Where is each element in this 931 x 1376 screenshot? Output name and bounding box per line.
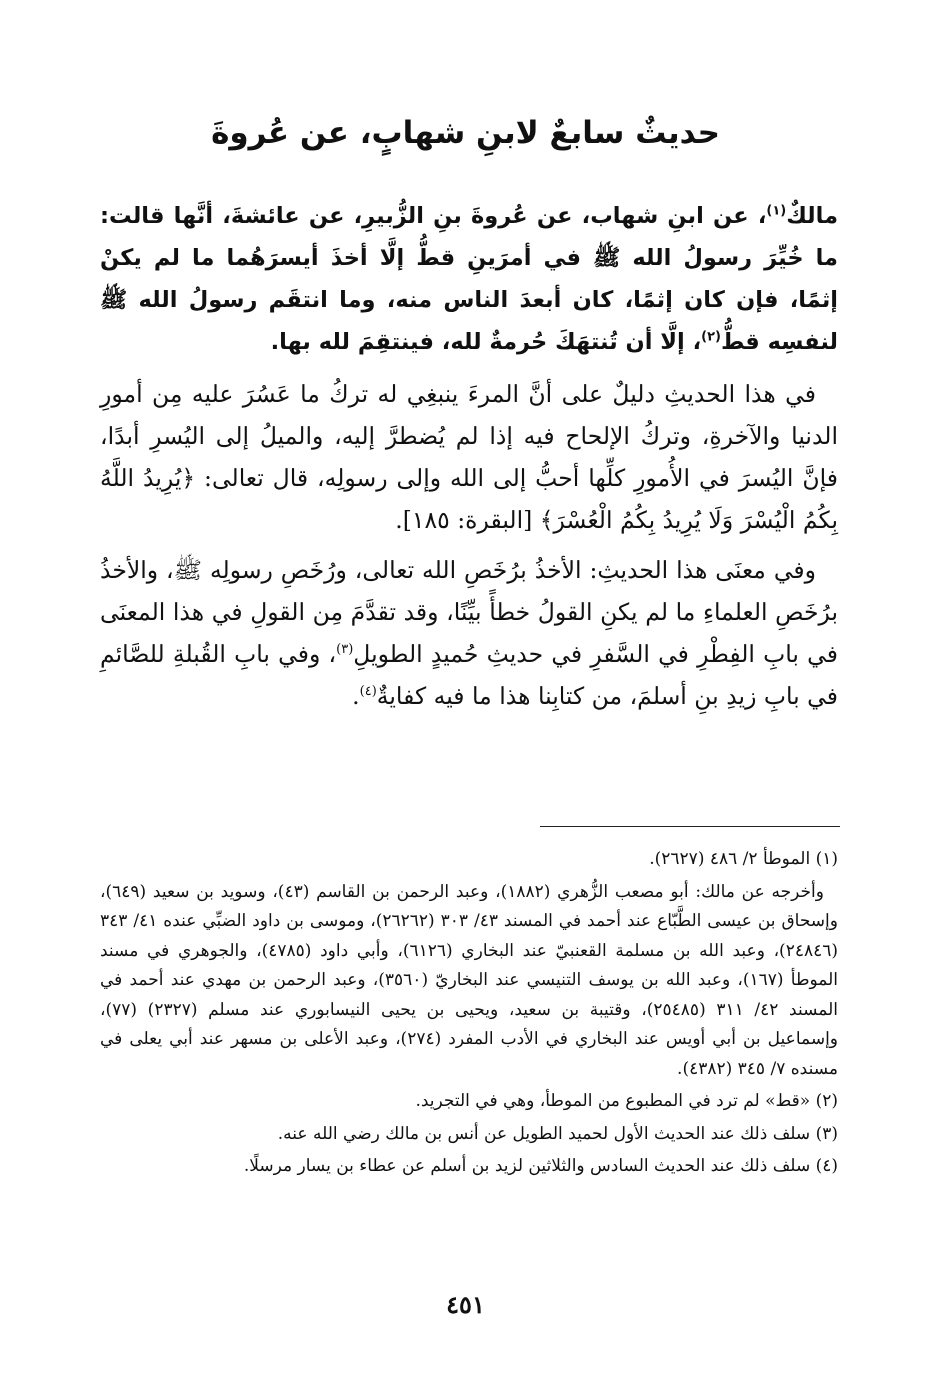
paragraph-2-mid: ، وفي بابِ القُبلةِ للصَّائمِ في بابِ زيدِ بنِ أسلمَ، من كتابِنا هذا ما فيه كفايةٌ (100, 640, 838, 710)
hadith-text-after: ، إلَّا أن تُنتهَكَ حُرمةٌ لله، فينتقِمَ لله بها. (270, 329, 702, 355)
footnote-1-detail: وأخرجه عن مالك: أبو مصعب الزُّهري (١٨٨٢)، وعبد الرحمن بن القاسم (٤٣)، وسويد بن سعيد (٦٤٩)، وإسحاق بن عيسى الطَّبّاع عند أحمد في المسند ٤٣/ ٣٠٣ (٢٦٢٦٢)، وموسى بن داود الضبِّي عنده ٤١/ ٣٤٣ (٢٤٨٤٦)، وعبد الله بن مسلمة القعنبيّ عند البخاري (٦١٢٦)، وأبي داود (٤٧٨٥)، والجوهري في مسند الموطأ (١٦٧)، وعبد الله بن يوسف التنيسي عند البخاريّ (٣٥٦٠)، وعبد الرحمن بن مهدي عند أحمد في المسند ٤٢/ ٣١١ (٢٥٤٨٥)، وقتيبة بن سعيد، ويحيى بن يحيى النيسابوري عند مسلم (٢٣٢٧) (٧٧)، وإسماعيل بن أبي أويس عند البخاري في الأدب المفرد (٢٧٤)، وعبد الأعلى بن مسهر عند أبي يعلى في مسنده ٧/ ٣٤٥ (٤٣٨٢). (100, 881, 839, 1079)
hadith-text (100, 195, 838, 363)
main-text (100, 195, 838, 725)
paragraph-2-before: وفي معنَى هذا الحديثِ: الأخذُ برُخَصِ الله تعالى، ورُخَصِ رسولِه ﷺ، والأخذُ برُخَصِ العلماءِ ما لم يكنِ القولُ خطأً بيِّنًا، وقد تقدَّمَ مِن القولِ في هذا المعنَى في بابِ الفِطْرِ في السَّفرِ في حديثِ حُميدٍ الطويلِ (100, 556, 838, 668)
hadith-text-mid: ، عن ابنِ شهاب، عن عُروةَ بنِ الزُّبيرِ، عن عائشةَ، أنَّها قالت: ما خُيِّرَ رسولُ الله ﷺ في أمرَينِ قطُّ إلَّا أخذَ أيسرَهُما ما لم يكنْ إثمًا، فإن كان إثمًا، كان أبعدَ الناس منه، وما انتقَم رسولُ الله ﷺ لنفسِه قطُّ (100, 203, 838, 355)
page-number: ٤٥١ (446, 1290, 485, 1319)
footnote-ref-2[interactable]: (٢) (701, 329, 721, 345)
commentary-paragraph-2 (100, 549, 838, 717)
hadith-text-before: مالكٌ (786, 203, 838, 229)
footnote-ref-3[interactable]: (٣) (336, 642, 354, 658)
paragraph-2-after: . (352, 682, 360, 710)
footnote-ref-1[interactable]: (١) (766, 203, 787, 219)
footnote-3: (٣) سلف ذلك عند الحديث الأول لحميد الطويل عن أنس بن مالك رضي الله عنه. (277, 1123, 838, 1144)
footnote-ref-4[interactable]: (٤) (359, 684, 377, 700)
footnote-2: (٢) «قط» لم ترد في المطبوع من الموطأ، وهي في التجريد. (415, 1091, 838, 1111)
footnote-divider (540, 826, 840, 827)
chapter-title: حديثٌ سابعٌ لابنِ شهابٍ، عن عُروةَ (211, 115, 720, 151)
footnote-1: (١) الموطأ ٢/ ٤٨٦ (٢٦٢٧). (649, 849, 838, 869)
footnote-4: (٤) سلف ذلك عند الحديث السادس والثلاثين لزيد بن أسلم عن عطاء بن يسار مرسلًا. (243, 1156, 838, 1176)
commentary-paragraph-1: في هذا الحديثِ دليلٌ على أنَّ المرءَ ينبغِي له تركُ ما عَسُرَ عليه مِن أمورِ الدنيا والآخرةِ، وتركُ الإلحاح فيه إذا لم يُضطرَّ إليه، والميلُ إلى اليُسرِ أبدًا، فإنَّ اليُسرَ في الأُمورِ كلِّها أحبُّ إلى الله وإلى رسولِه، قال تعالى: ﴿يُرِيدُ اللَّهُ بِكُمُ الْيُسْرَ وَلَا يُرِيدُ بِكُمُ الْعُسْرَ﴾ [البقرة: ١٨٥]. (100, 380, 838, 534)
footnotes (100, 845, 838, 1185)
